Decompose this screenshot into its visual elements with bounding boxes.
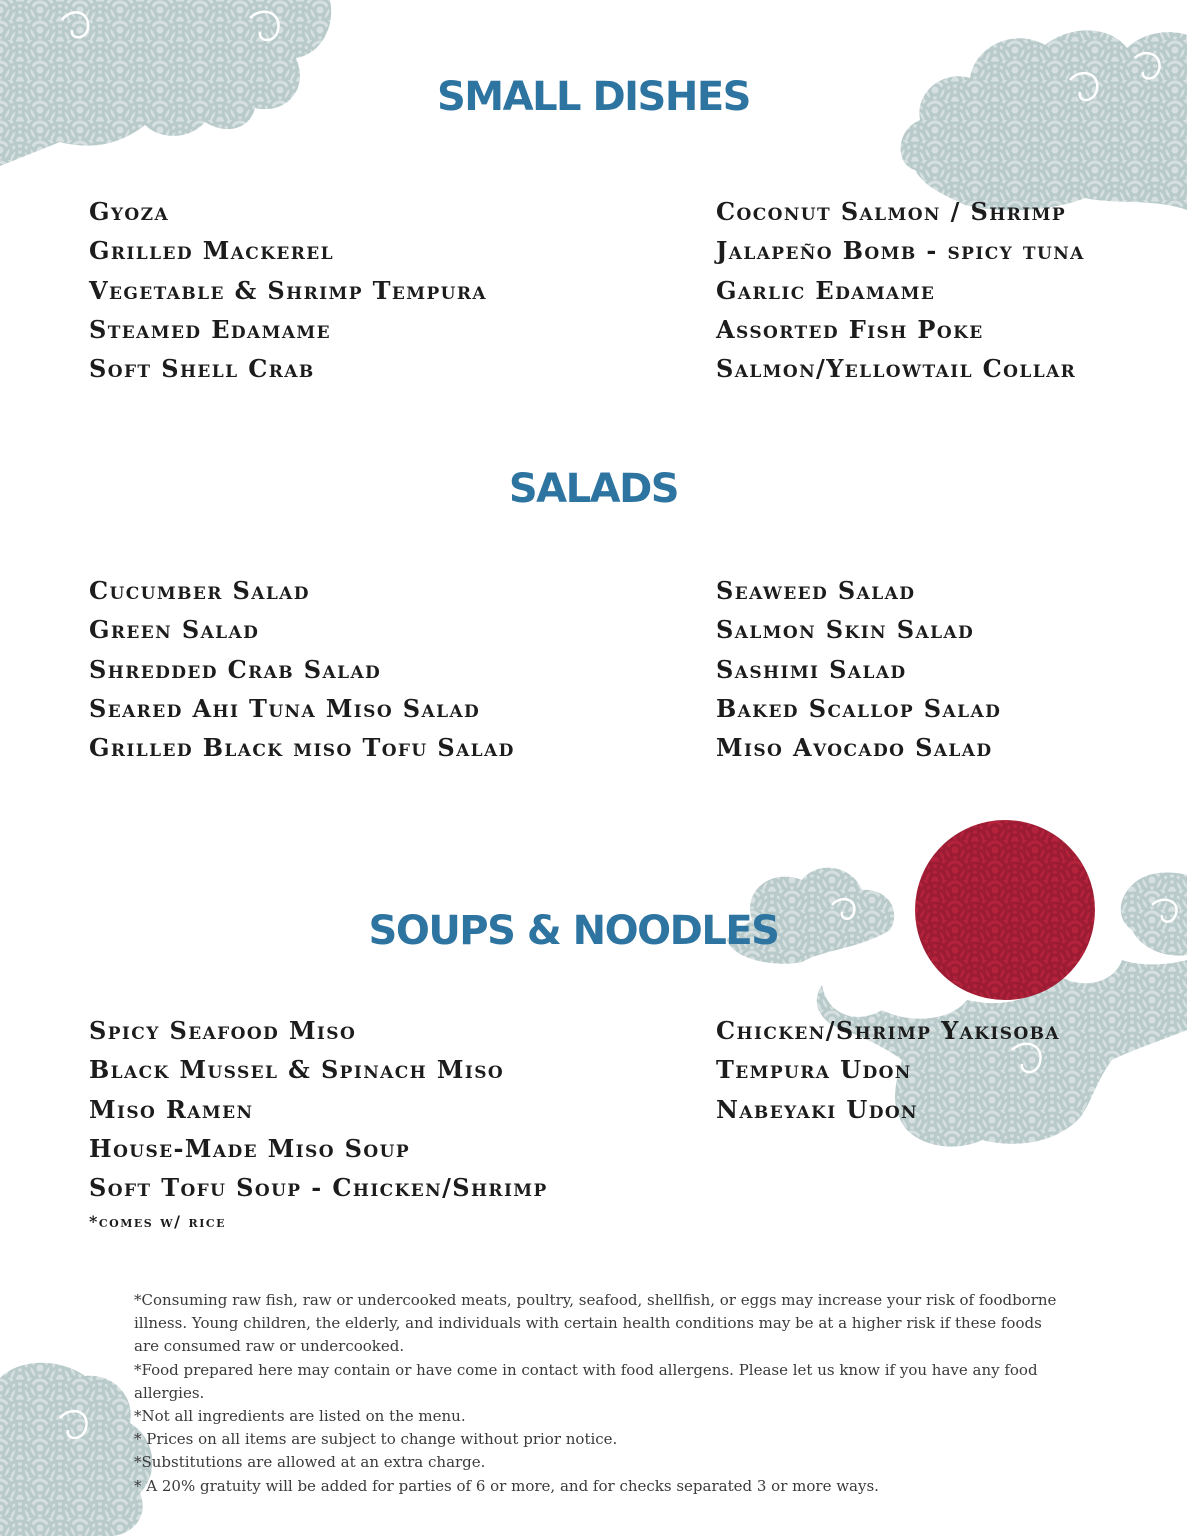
disclaimer-line: * A 20% gratuity will be added for parties of 6 or more, and for checks separated 3 or more ways.: [134, 1476, 879, 1495]
salads-left-list: [89, 571, 515, 767]
menu-item: Steamed Edamame: [89, 314, 332, 344]
menu-item: Soft Shell Crab: [89, 354, 315, 384]
menu-item: Salmon/Yellowtail Collar: [716, 354, 1077, 384]
menu-item: Spicy Seafood Miso: [89, 1016, 357, 1045]
disclaimer-line: *Food prepared here may contain or have come in contact with food allergens. Please let us know if you have any food allergies.: [134, 1360, 1038, 1402]
rice-note: *comes w/ rice: [89, 1212, 226, 1231]
salads-right-list: [716, 571, 1001, 767]
disclaimer-line: *Not all ingredients are listed on the menu.: [134, 1407, 466, 1426]
disclaimer-line: *Substitutions are allowed at an extra charge.: [134, 1453, 486, 1472]
soups-right-list: [716, 1011, 1060, 1129]
menu-item: Gyoza: [89, 197, 170, 226]
menu-item: Nabeyaki Udon: [716, 1094, 918, 1124]
disclaimer-block: [134, 1289, 1064, 1498]
soups-left-list: [89, 1011, 548, 1207]
menu-item: Chicken/Shrimp Yakisoba: [716, 1016, 1061, 1045]
menu-item: Seaweed Salad: [716, 576, 916, 605]
menu-item: Vegetable & Shrimp Tempura: [89, 275, 488, 305]
menu-item: Grilled Black miso Tofu Salad: [89, 733, 515, 763]
menu-item: Seared Ahi Tuna Miso Salad: [89, 693, 481, 723]
menu-item: Tempura Udon: [716, 1055, 912, 1085]
menu-item: Grilled Mackerel: [89, 236, 334, 266]
small-dishes-left-list: [89, 192, 487, 388]
menu-item: Miso Ramen: [89, 1094, 254, 1124]
menu-item: Cucumber Salad: [89, 576, 310, 605]
menu-item: Green Salad: [89, 615, 260, 645]
menu-item: Soft Tofu Soup - Chicken/Shrimp: [89, 1173, 548, 1203]
menu-item: Miso Avocado Salad: [716, 733, 993, 763]
menu-item: Coconut Salmon / Shrimp: [716, 197, 1067, 226]
menu-item: Shredded Crab Salad: [89, 654, 382, 684]
section-title-salads: SALADS: [508, 466, 679, 512]
menu-item: Black Mussel & Spinach Miso: [89, 1055, 505, 1085]
menu-item: House-Made Miso Soup: [89, 1133, 411, 1163]
disclaimer-line: *Consuming raw fish, raw or undercooked meats, poultry, seafood, shellfish, or eggs may increase your risk of foodborne illness. Young children, the elderly, and individuals with certain health conditions may be at a higher risk if these foods are consumed raw or undercooked.: [134, 1291, 1057, 1356]
small-dishes-right-list: [716, 192, 1085, 388]
disclaimer-line: * Prices on all items are subject to change without prior notice.: [134, 1430, 618, 1449]
section-title-soups-noodles: SOUPS & NOODLES: [368, 908, 779, 954]
menu-item: Assorted Fish Poke: [716, 314, 984, 344]
menu-item: Sashimi Salad: [716, 654, 907, 684]
menu-item: Jalapeño Bomb - spicy tuna: [716, 236, 1085, 266]
menu-item: Baked Scallop Salad: [716, 693, 1002, 723]
section-title-small-dishes: SMALL DISHES: [437, 74, 750, 120]
menu-item: Salmon Skin Salad: [716, 615, 975, 645]
menu-item: Garlic Edamame: [716, 275, 936, 305]
